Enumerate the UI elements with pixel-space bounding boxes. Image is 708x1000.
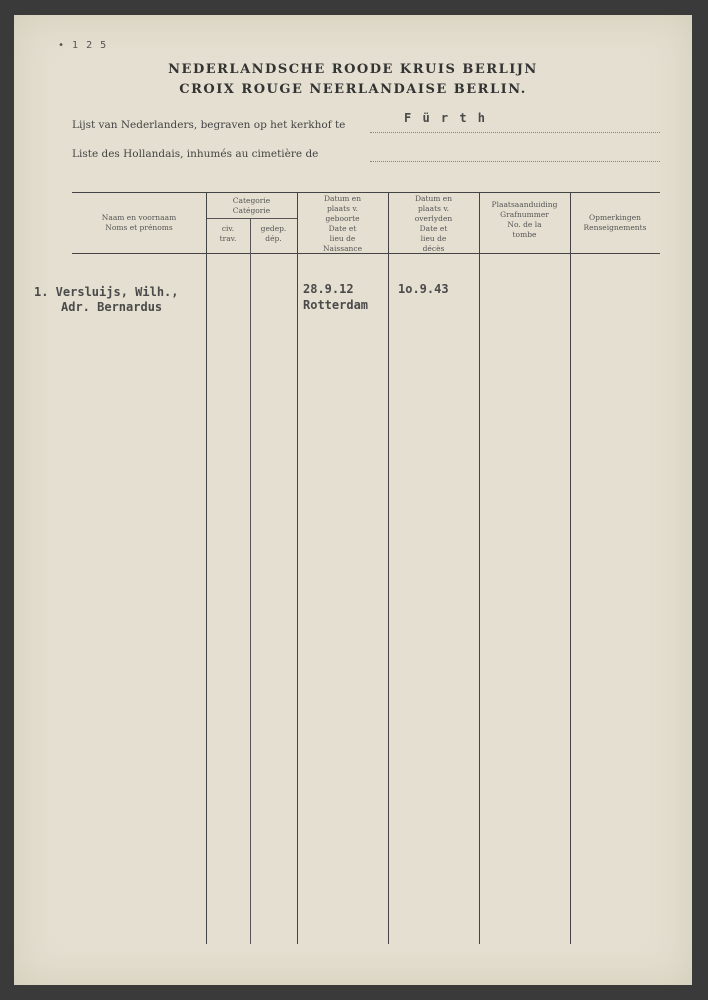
- header-death: Datum en plaats v. overlyden Date et lieu de décès: [414, 194, 453, 253]
- col-divider-1: [206, 192, 207, 944]
- header-remarks: Opmerkingen Renseignements: [583, 213, 647, 232]
- corner-mark: • 1 2 5: [58, 40, 108, 51]
- table-top-rule: [72, 192, 660, 193]
- col-divider-2: [297, 192, 298, 944]
- header-name: Naam en voornaam Noms et prénoms: [101, 213, 177, 232]
- category-sub-rule: [206, 218, 297, 219]
- cemetery-value: F ü r t h: [404, 111, 488, 125]
- list-nl-dotted-line: [370, 132, 660, 133]
- col-divider-4: [479, 192, 480, 944]
- form-sheet: [14, 15, 692, 985]
- header-birth: Datum en plaats v. geboorte Date et lieu de Naissance: [322, 194, 363, 253]
- col-divider-5: [570, 192, 571, 944]
- col-divider-3: [388, 192, 389, 944]
- entry-name-line1: 1. Versluijs, Wilh.,: [34, 285, 179, 299]
- header-category: Categorie Catégorie: [232, 196, 271, 215]
- header-civ: civ. trav.: [219, 224, 237, 243]
- header-gedep: gedep. dép.: [260, 224, 287, 243]
- list-fr-label: Liste des Hollandais, inhumés au cimetière de: [72, 148, 319, 160]
- entry-birth-place: Rotterdam: [303, 298, 369, 312]
- entry-birth-date: 28.9.12: [303, 282, 354, 296]
- title-dutch: NEDERLANDSCHE ROODE KRUIS BERLIJN: [168, 62, 538, 77]
- title-french: CROIX ROUGE NEERLANDAISE BERLIN.: [179, 82, 527, 97]
- entry-name-line2: Adr. Bernardus: [61, 300, 163, 314]
- col-divider-cat: [250, 218, 251, 944]
- list-fr-dotted-line: [370, 161, 660, 162]
- header-grave: Plaatsaanduiding Grafnummer No. de la tombe: [491, 200, 558, 239]
- list-nl-label: Lijst van Nederlanders, begraven op het kerkhof te: [72, 119, 346, 131]
- entry-death-date: 1o.9.43: [398, 282, 449, 296]
